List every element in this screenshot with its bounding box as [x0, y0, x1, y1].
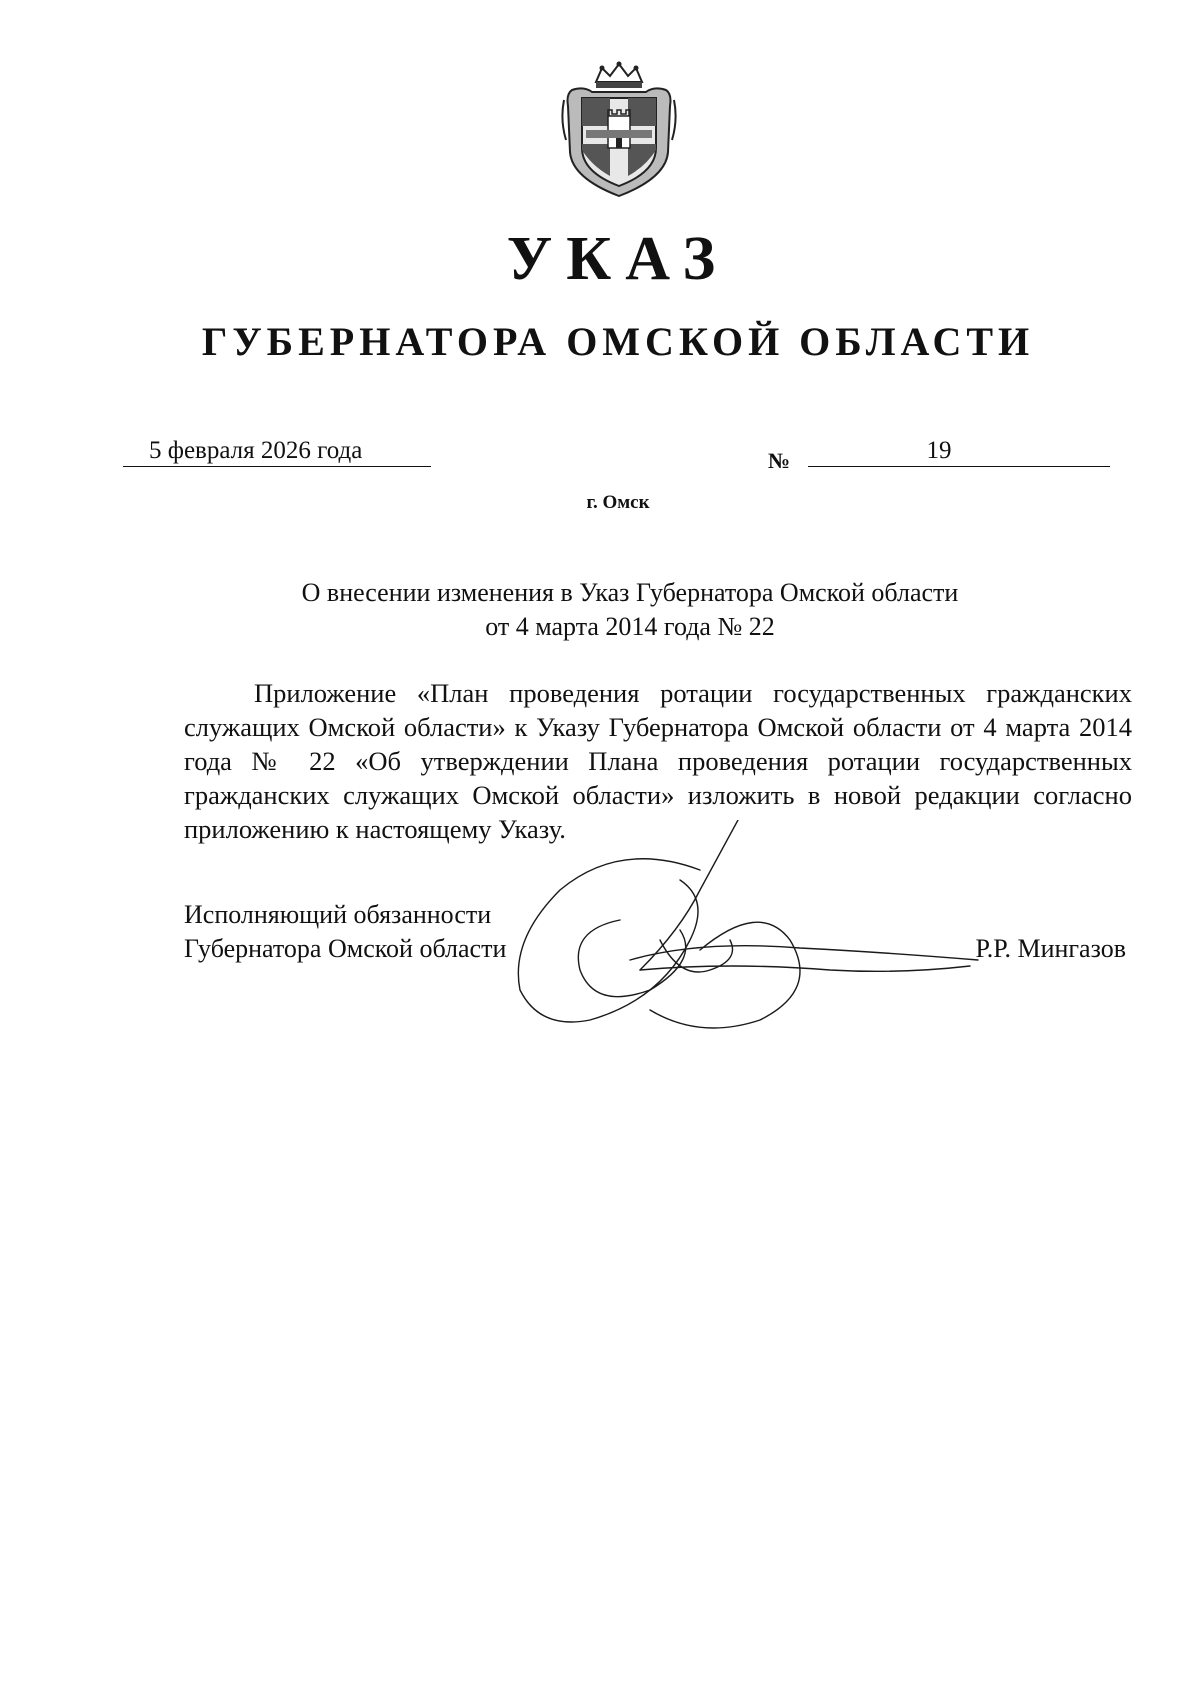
- decree-number: 19: [808, 436, 1110, 467]
- signatory-role-line-2: Губернатора Омской области: [184, 934, 507, 963]
- subject-line-2: от 4 марта 2014 года № 22: [485, 612, 775, 641]
- coat-of-arms-icon: [558, 60, 680, 200]
- signatory-name: Р.Р. Мингазов: [975, 934, 1126, 963]
- decree-subject: [200, 576, 1060, 644]
- subject-line-1: О внесении изменения в Указ Губернатора Омской области: [301, 578, 959, 607]
- document-title: УКАЗ: [506, 225, 730, 293]
- decree-body-paragraph: Приложение «План проведения ротации государственных гражданских служащих Омской области» к Указу Губернатора Омской области от 4 марта 2014 года № 22 «Об утверждении Плана проведения ротации государственных гражданских служащих Омской области» изложить в новой редакции согласно приложению к настоящему Указу.: [184, 678, 1132, 844]
- document-subtitle: ГУБЕРНАТОРА ОМСКОЙ ОБЛАСТИ: [201, 319, 1035, 364]
- decree-date: 5 февраля 2026 года: [123, 436, 431, 467]
- signatory-role: [184, 898, 506, 966]
- number-label: №: [768, 448, 791, 473]
- city: г. Омск: [586, 492, 650, 513]
- signatory-role-line-1: Исполняющий обязанности: [184, 900, 492, 929]
- handwritten-signature-icon: [500, 820, 980, 1040]
